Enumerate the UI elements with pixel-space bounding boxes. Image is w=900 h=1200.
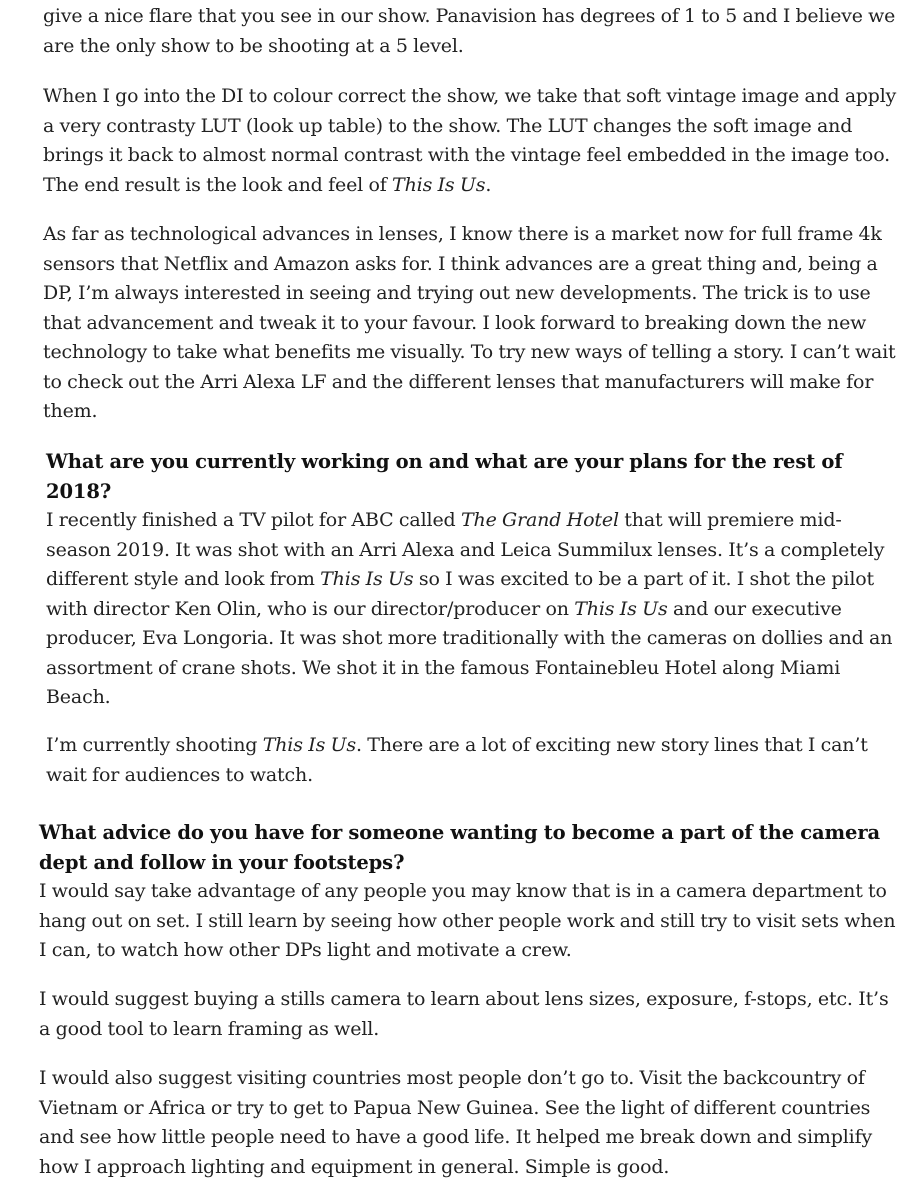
text-line: season 2019. It was shot with an Arri Alexa and Leica Summilux lenses. It’s a completely (46, 538, 885, 561)
text-segment: The end result is the look and feel of (43, 173, 393, 196)
text-line: I would also suggest visiting countries most people don’t go to. Visit the backcountry of (39, 1067, 865, 1089)
paragraph-technological-advances (43, 220, 896, 427)
text-line (46, 506, 892, 536)
heading-line: 2018? (46, 479, 112, 503)
text-segment: with director Ken Olin, who is our director/producer on (46, 597, 575, 620)
question-heading-advice (39, 818, 880, 877)
text-line: sensors that Netflix and Amazon asks for. I think advances are a great thing and, being a (43, 252, 878, 275)
heading-line: What are you currently working on and what are your plans for the rest of (46, 450, 843, 473)
show-title-emphasis: The Grand Hotel (460, 509, 619, 531)
text-line: them. (43, 400, 98, 422)
text-segment: I recently finished a TV pilot for ABC called (46, 509, 461, 531)
text-line: When I go into the DI to colour correct the show, we take that soft vintage image and apply (43, 86, 897, 107)
text-line: a very contrasty LUT (look up table) to the show. The LUT changes the soft image and (43, 114, 853, 137)
text-line: how I approach lighting and equipment in general. Simple is good. (39, 1155, 670, 1178)
text-line: Beach. (46, 686, 111, 708)
text-line (43, 171, 896, 201)
paragraph-di-colour-correct (43, 82, 896, 200)
text-segment: that will premiere mid- (618, 509, 842, 531)
paragraph-advice-on-set (39, 877, 895, 966)
text-line: give a nice flare that you see in our show. Panavision has degrees of 1 to 5 and I believe we (43, 5, 896, 27)
text-line: I can, to watch how other DPs light and motivate a crew. (39, 939, 572, 961)
paragraph-currently-shooting (46, 731, 868, 790)
text-line: to check out the Arri Alexa LF and the different lenses that manufacturers will make for (43, 370, 874, 393)
text-line: hang out on set. I still learn by seeing how other people work and still try to visit sets when (39, 909, 896, 932)
text-line: a good tool to learn framing as well. (39, 1017, 380, 1040)
text-line: brings it back to almost normal contrast with the vintage feel embedded in the image too. (43, 144, 891, 166)
text-segment: . There are a lot of exciting new story lines that I can’t (356, 734, 868, 756)
text-line (46, 595, 892, 625)
text-line (46, 565, 892, 595)
heading-line: What advice do you have for someone wanting to become a part of the camera (39, 821, 881, 844)
show-title-emphasis: This Is Us (574, 597, 668, 620)
paragraph-grand-hotel-pilot (46, 506, 892, 713)
text-line (46, 731, 868, 761)
text-line: I would say take advantage of any people you may know that is in a camera department to (39, 880, 887, 902)
text-line: DP, I’m always interested in seeing and trying out new developments. The trick is to use (43, 282, 871, 304)
text-line: that advancement and tweak it to your favour. I look forward to breaking down the new (43, 311, 867, 334)
text-segment: so I was excited to be a part of it. I shot the pilot (413, 568, 875, 590)
show-title-emphasis: This Is Us (320, 568, 414, 590)
text-segment: and our executive (667, 597, 842, 620)
text-line: and see how little people need to have a good life. It helped me break down and simplify (39, 1126, 873, 1148)
text-line: wait for audiences to watch. (46, 763, 313, 786)
heading-line: dept and follow in your footsteps? (39, 850, 405, 874)
show-title-emphasis: This Is Us (392, 173, 486, 196)
text-line: technology to take what benefits me visually. To try new ways of telling a story. I can’t wait (43, 341, 896, 363)
text-segment: different style and look from (46, 568, 321, 590)
text-line: are the only show to be shooting at a 5 level. (43, 34, 464, 57)
paragraph-advice-travel (39, 1064, 872, 1182)
text-line: I would suggest buying a stills camera to learn about lens sizes, exposure, f-stops, etc. It’s (39, 988, 889, 1010)
show-title-emphasis: This Is Us (262, 734, 357, 756)
text-line: As far as technological advances in lenses, I know there is a market now for full frame 4k (43, 223, 882, 245)
paragraph-panavision-flare (43, 2, 895, 61)
text-line: Vietnam or Africa or try to get to Papua New Guinea. See the light of different countries (39, 1096, 871, 1119)
text-line: assortment of crane shots. We shot it in the famous Fontainebleu Hotel along Miami (46, 656, 841, 679)
text-segment: . (485, 173, 492, 196)
text-segment: I’m currently shooting (46, 734, 263, 756)
text-line: producer, Eva Longoria. It was shot more traditionally with the cameras on dollies and an (46, 627, 893, 649)
question-heading-current-work (46, 447, 843, 506)
paragraph-advice-stills-camera (39, 985, 889, 1044)
